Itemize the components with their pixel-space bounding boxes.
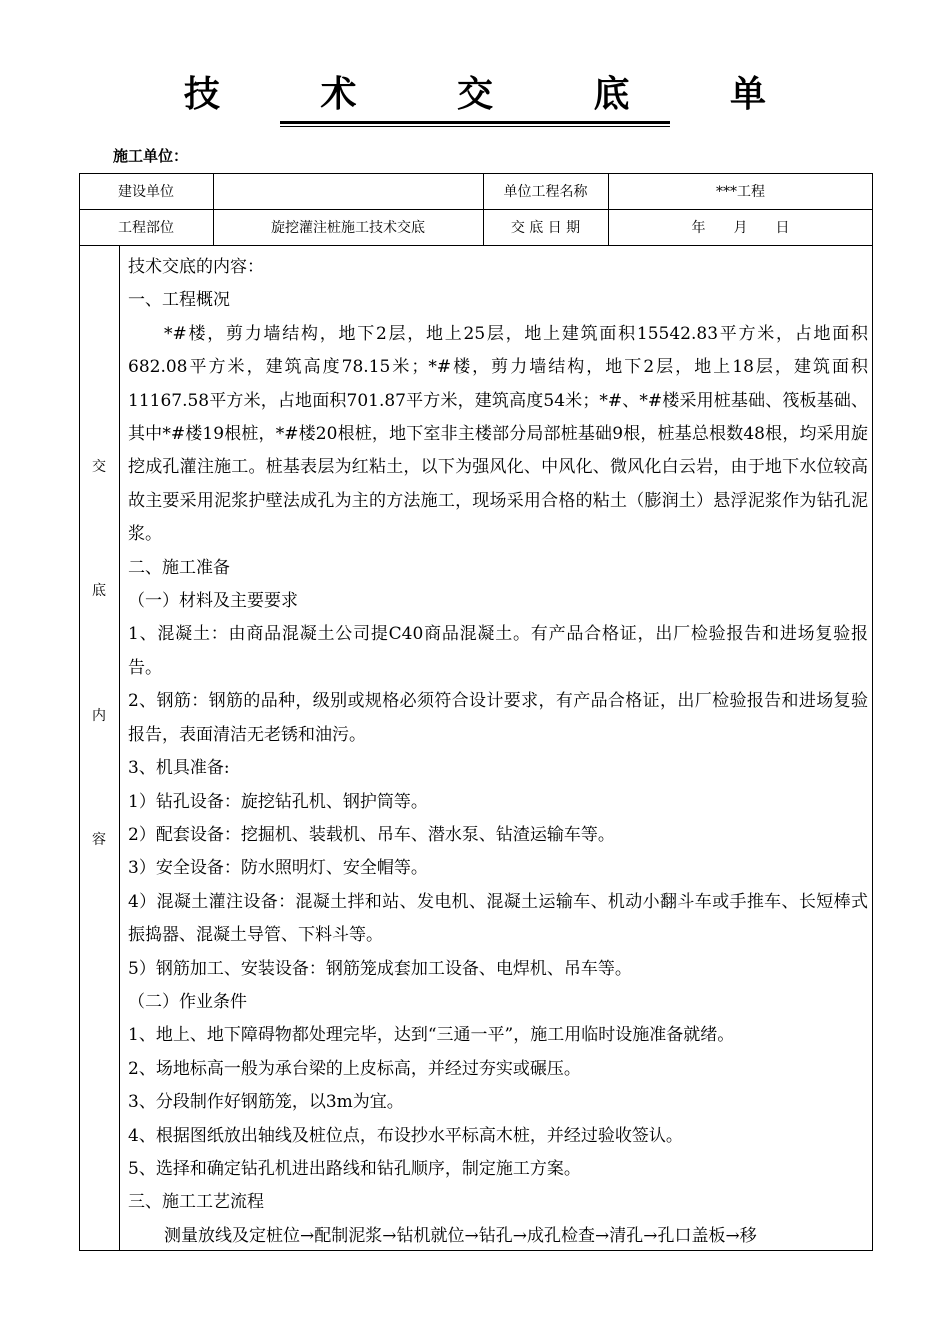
list-item: 3）安全设备：防水照明灯、安全帽等。: [128, 858, 428, 879]
section-title: 二、施工准备: [128, 557, 230, 578]
side-label-char: 交: [92, 459, 106, 475]
content-intro: 技术交底的内容：: [128, 257, 264, 277]
header-bottom-divider: [79, 245, 873, 246]
list-item: 2、钢筋：钢筋的品种，级别或规格必须符合设计要求，有产品合格证，出厂检验报告和进场复验报告，表面清洁无老锈和油污。: [128, 691, 868, 745]
section-title: 一、工程概况: [128, 290, 230, 311]
title-underline-thin: [280, 126, 670, 127]
list-item: 3、机具准备:: [128, 758, 230, 779]
document-title: 技 术 交 底 单: [183, 74, 811, 115]
list-item: 3、分段制作好钢筋笼，以3m为宜。: [128, 1092, 404, 1113]
project-overview-paragraph: *#楼，剪力墙结构，地下2层，地上25层，地上建筑面积15542.83平方米，占地面积682.08平方米，建筑高度78.15米；*#楼，剪力墙结构，地下2层，地上18层，建筑面积11167.58平方米，占地面积701.87平方米，建筑高度54米；*#、*#楼采用桩基础、筏板基础、其中*#楼19根桩，*#楼20根桩，地下室非主楼部分局部桩基础9根，桩基总根数48根，均采用旋挖成孔灌注施工。桩基表层为红粘土，以下为强风化、中风化、微风化白云岩，由于地下水位较高故主要采用泥浆护壁法成孔为主的方法施工，现场采用合格的粘土（膨润土）悬浮泥浆作为钻孔泥浆。: [128, 323, 868, 545]
work-part-label: 工程部位: [118, 220, 174, 236]
list-item: 1、混凝土：由商品混凝土公司提C40商品混凝土。有产品合格证，出厂检验报告和进场复验报告。: [128, 624, 868, 678]
briefing-date-label: 交 底 日 期: [510, 220, 581, 236]
subsection-title: （二）作业条件: [128, 991, 247, 1012]
list-item: 5）钢筋加工、安装设备：钢筋笼成套加工设备、电焊机、吊车等。: [128, 958, 632, 979]
side-label-divider: [119, 245, 120, 1251]
client-value: [213, 173, 483, 209]
side-label-char: 容: [92, 832, 106, 848]
briefing-content: [128, 251, 868, 1253]
title-underline-thick: [280, 121, 670, 124]
work-part-value: 旋挖灌注桩施工技术交底: [271, 220, 425, 236]
subsection-title: （一）材料及主要要求: [128, 591, 298, 612]
construction-unit-label: 施工单位：: [113, 147, 189, 165]
side-label-char: 内: [92, 708, 106, 724]
project-name-label: 单位工程名称: [503, 184, 588, 200]
briefing-date-value: 年 月 日: [691, 220, 790, 236]
list-item: 2）配套设备：挖掘机、装载机、吊车、潜水泵、钻渣运输车等。: [128, 824, 615, 845]
list-item: 1、地上、地下障碍物都处理完毕，达到“三通一平”，施工用临时设施准备就绪。: [128, 1025, 735, 1046]
list-item: 4）混凝土灌注设备：混凝土拌和站、发电机、混凝土运输车、机动小翻斗车或手推车、长短棒式振捣器、混凝土导管、下料斗等。: [128, 891, 868, 946]
list-item: 4、根据图纸放出轴线及桩位点，布设抄水平标高木桩，并经过验收签认。: [128, 1125, 683, 1146]
side-label-char: 底: [92, 583, 106, 599]
list-item: 2、场地标高一般为承台梁的上皮标高，并经过夯实或碾压。: [128, 1058, 581, 1079]
client-label: 建设单位: [118, 184, 174, 200]
project-name-value: ***工程: [716, 184, 765, 200]
list-item: 1）钻孔设备：旋挖钻孔机、钢护筒等。: [128, 791, 428, 812]
section-title: 三、施工工艺流程: [128, 1192, 264, 1213]
list-item: 5、选择和确定钻孔机进出路线和钻孔顺序，制定施工方案。: [128, 1158, 581, 1179]
process-flow-paragraph: 测量放线及定桩位→配制泥浆→钻机就位→钻孔→成孔检查→清孔→孔口盖板→移: [164, 1225, 757, 1246]
